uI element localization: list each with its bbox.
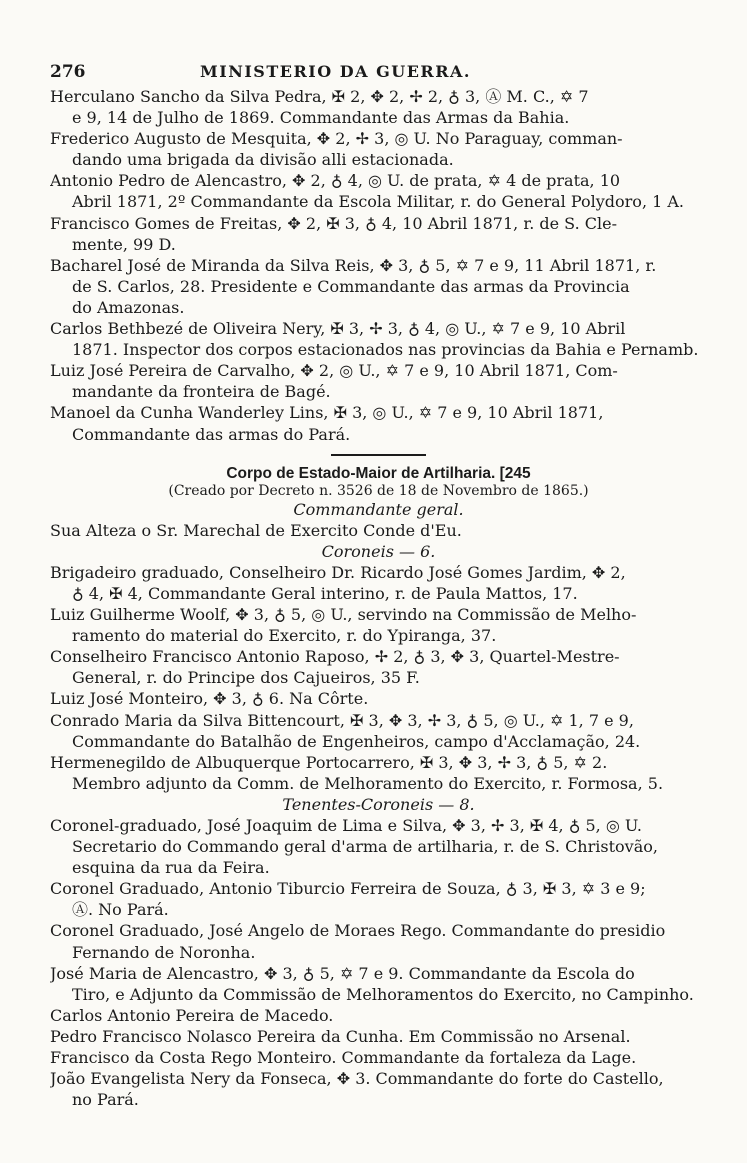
entry-line: Bacharel José de Miranda da Silva Reis, ✥ 3, ♁ 5, ✡ 7 e 9, 11 Abril 1871, r. [50,255,657,275]
rank-subheading: Coroneis — 6. [321,541,436,561]
continuation-line: do Amazonas. [72,297,185,317]
entry-line: Brigadeiro graduado, Conselheiro Dr. Ricardo José Gomes Jardim, ✥ 2, [50,562,626,582]
continuation-line: mandante da fronteira de Bagé. [72,382,331,402]
entry-line: Coronel Graduado, Antonio Tiburcio Ferreira de Souza, ♁ 3, ✠ 3, ✡ 3 e 9; [50,879,646,899]
entry-line: Antonio Pedro de Alencastro, ✥ 2, ♁ 4, ◎ U. de prata, ✡ 4 de prata, 10 [50,171,621,191]
continuation-line: no Pará. [72,1090,139,1110]
continuation-line: de S. Carlos, 28. Presidente e Commandante das armas da Provincia [72,276,630,296]
page-number: 276 [50,62,86,82]
entry-line: Conselheiro Francisco Antonio Raposo, ✢ 2, ♁ 3, ✥ 3, Quartel-Mestre- [50,647,620,667]
continuation-line: esquina da rua da Feira. [72,858,270,878]
section-divider [50,445,707,465]
entry-line: João Evangelista Nery da Fonseca, ✥ 3. Commandante do forte do Castello, [50,1069,664,1089]
rank-subheading: Commandante geral. [293,499,464,519]
running-title: MINISTERIO DA GUERRA. [200,62,471,81]
continuation-line: dando uma brigada da divisão alli estacionada. [72,150,454,170]
entry-line: Herculano Sancho da Silva Pedra, ✠ 2, ✥ 2, ✢ 2, ♁ 3, Ⓐ M. C., ✡ 7 [50,87,589,106]
continuation-line: ♁ 4, ✠ 4, Commandante Geral interino, r. de Paula Mattos, 17. [72,583,578,603]
entry-line: Luiz José Pereira de Carvalho, ✥ 2, ◎ U., ✡ 7 e 9, 10 Abril 1871, Com- [50,361,618,381]
continuation-line: Commandante do Batalhão de Engenheiros, campo d'Acclamação, 24. [72,731,641,751]
entries-bottom [50,499,707,1111]
continuation-line: Ⓐ. No Pará. [72,900,169,920]
page-header [50,62,707,82]
continuation-line: e 9, 14 de Julho de 1869. Commandante das Armas da Bahia. [72,108,570,128]
entry-line: Frederico Augusto de Mesquita, ✥ 2, ✢ 3, ◎ U. No Paraguay, comman- [50,129,623,149]
entries-top [50,86,707,445]
entry-line: Sua Alteza o Sr. Marechal de Exercito Conde d'Eu. [50,520,462,540]
entry-line: Conrado Maria da Silva Bittencourt, ✠ 3, ✥ 3, ✢ 3, ♁ 5, ◎ U., ✡ 1, 7 e 9, [50,710,634,730]
section-heading: Corpo de Estado-Maior de Artilharia. [245 [226,464,531,482]
continuation-line: Tiro, e Adjunto da Commissão de Melhoramentos do Exercito, no Campinho. [72,984,694,1004]
continuation-line: Fernando de Noronha. [72,942,256,962]
divider-rule [331,454,426,456]
entry-line: Carlos Bethbezé de Oliveira Nery, ✠ 3, ✢ 3, ♁ 4, ◎ U., ✡ 7 e 9, 10 Abril [50,319,626,339]
continuation-line: Secretario do Commando geral d'arma de artilharia, r. de S. Christovão, [72,837,658,857]
continuation-line: mente, 99 D. [72,234,176,254]
section-decree: (Creado por Decreto n. 3526 de 18 de Novembro de 1865.) [168,482,589,499]
entry-line: José Maria de Alencastro, ✥ 3, ♁ 5, ✡ 7 e 9. Commandante da Escola do [50,963,635,983]
entry-line: Coronel Graduado, José Angelo de Moraes Rego. Commandante do presidio [50,921,666,941]
entry-line: Luiz Guilherme Woolf, ✥ 3, ♁ 5, ◎ U., servindo na Commissão de Melho- [50,605,637,625]
entry-line: Pedro Francisco Nolasco Pereira da Cunha. Em Commissão no Arsenal. [50,1026,631,1046]
entry-line: Coronel-graduado, José Joaquim de Lima e Silva, ✥ 3, ✢ 3, ✠ 4, ♁ 5, ◎ U. [50,816,642,835]
entry-line: Luiz José Monteiro, ✥ 3, ♁ 6. Na Côrte. [50,689,369,709]
entry-line: Francisco Gomes de Freitas, ✥ 2, ✠ 3, ♁ 4, 10 Abril 1871, r. de S. Cle- [50,213,617,233]
continuation-line: General, r. do Principe dos Cajueiros, 35 F. [72,668,420,688]
continuation-line: Abril 1871, 2º Commandante da Escola Militar, r. do General Polydoro, 1 A. [72,192,685,212]
continuation-line: 1871. Inspector dos corpos estacionados nas provincias da Bahia e Pernamb. [72,340,699,360]
continuation-line: ramento do material do Exercito, r. do Ypiranga, 37. [72,626,497,646]
entry-line: Carlos Antonio Pereira de Macedo. [50,1005,334,1025]
continuation-line: Membro adjunto da Comm. de Melhoramento do Exercito, r. Formosa, 5. [72,773,664,793]
rank-subheading: Tenentes-Coroneis — 8. [282,794,475,814]
continuation-line: Commandante das armas do Pará. [72,424,351,444]
entry-line: Hermenegildo de Albuquerque Portocarrero, ✠ 3, ✥ 3, ✢ 3, ♁ 5, ✡ 2. [50,752,608,772]
entry-line: Francisco da Costa Rego Monteiro. Commandante da fortaleza da Lage. [50,1048,637,1068]
entry-line: Manoel da Cunha Wanderley Lins, ✠ 3, ◎ U., ✡ 7 e 9, 10 Abril 1871, [50,403,604,423]
